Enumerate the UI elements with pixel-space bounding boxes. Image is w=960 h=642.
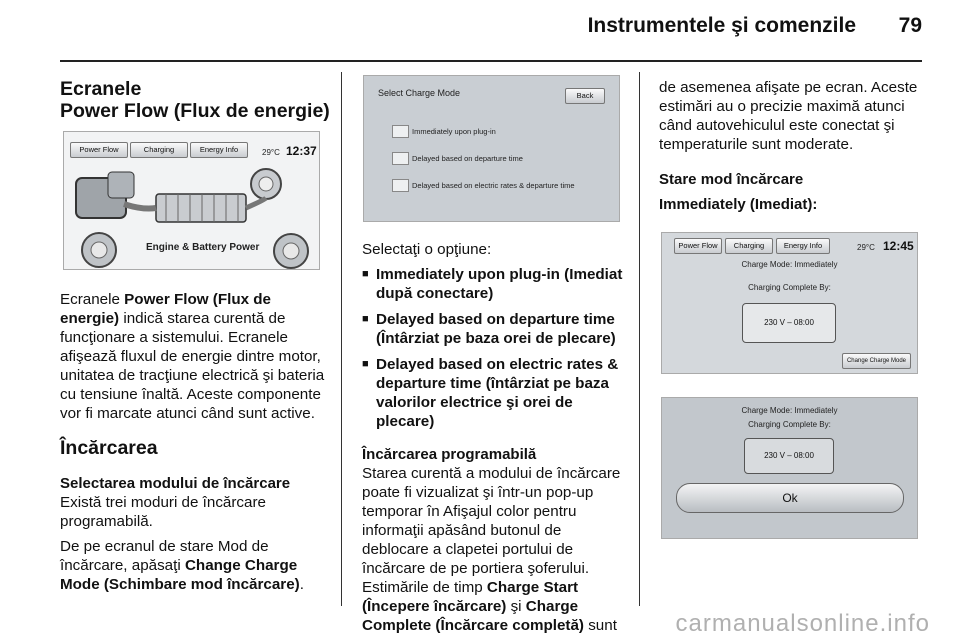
- watermark: carmanualsonline.info: [675, 610, 930, 637]
- charge-mode-status-heading: Stare mod încărcare: [659, 171, 804, 188]
- power-flow-caption: Engine & Battery Power: [146, 242, 260, 253]
- change-charge-mode-button[interactable]: Change Charge Mode: [842, 353, 911, 369]
- charge-mode-text: Charge Mode: Immediately: [741, 260, 838, 269]
- ok-button[interactable]: Ok: [676, 483, 904, 513]
- option-checkbox[interactable]: [392, 152, 409, 165]
- change-mode-paragraph: De pe ecranul de stare Mod de încărcare, apăsaţi Change Charge Mode (Schimbare mod încărcare).: [60, 538, 304, 593]
- programmable-charging-heading: Încărcarea programabilă: [362, 446, 537, 463]
- select-charge-mode-heading: Selectarea modului de încărcare: [60, 475, 291, 492]
- popup-charge-value: 230 V – 08:00: [744, 438, 834, 474]
- column-divider-2: [639, 72, 640, 606]
- charge-mode-list: [362, 265, 630, 431]
- back-button[interactable]: Back: [565, 88, 605, 104]
- header-rule: [60, 60, 922, 62]
- charging-complete-by-label: Charging Complete By:: [748, 283, 831, 292]
- option-delayed-rates[interactable]: Delayed based on electric rates & departure time: [412, 181, 575, 190]
- select-charge-mode-screen: [363, 75, 620, 222]
- charge-complete-value: 230 V – 08:00: [742, 303, 836, 343]
- tab-charging[interactable]: Charging: [725, 238, 773, 254]
- option-delayed-departure[interactable]: Delayed based on departure time: [412, 154, 523, 163]
- temperature: 29°C: [857, 243, 875, 252]
- section-title: Ecranele: [60, 78, 142, 100]
- power-flow-paragraph: Ecranele Power Flow (Flux de energie) indică starea curentă de funcţionare a sistemului. Ecranele afişează fluxul de energie dintre motor, unitatea de tracţiune electrică şi bateria cu tensiune înaltă. Aceste componente vor fi marcate atunci când sunt active.: [60, 291, 325, 422]
- temperature: 29°C: [262, 148, 280, 157]
- charge-status-popup: [661, 397, 918, 539]
- clock: 12:37: [286, 144, 317, 158]
- estimates-paragraph: de asemenea afişate pe ecran. Aceste estimări au o precizie maximă atunci când autovehiculul este conectat şi temperaturile sunt moderate.: [659, 79, 918, 153]
- immediately-heading: Immediately (Imediat):: [659, 196, 818, 213]
- option-checkbox[interactable]: [392, 179, 409, 192]
- column-3-body: [659, 78, 929, 214]
- popup-complete-by-label: Charging Complete By:: [748, 420, 831, 429]
- tab-energy-info[interactable]: Energy Info: [190, 142, 248, 158]
- list-item: ■ Delayed based on electric rates & departure time (întârziat pe baza valorilor electrice şi orei de plecare): [362, 355, 630, 431]
- column-1-body: [60, 290, 332, 594]
- list-item: ■ Delayed based on departure time (Întârziat pe baza orei de plecare): [362, 310, 630, 348]
- option-immediately[interactable]: Immediately upon plug-in: [412, 127, 496, 136]
- programmable-charging-paragraph: Starea curentă a modului de încărcare poate fi vizualizat şi într-un pop-up temporar în Afişajul color pentru informaţii apăsând butonul de deblocare a clapetei portului de încărcare de pe portiera şoferului. Estimările de timp Charge Start (Începere încărcare) şi Charge Complete (Încărcare completă) sunt: [362, 465, 621, 634]
- charging-section-title: Încărcarea: [60, 437, 158, 459]
- vehicle-powertrain-illustration: [64, 164, 319, 269]
- tab-power-flow[interactable]: Power Flow: [70, 142, 128, 158]
- power-flow-screen: [63, 131, 320, 270]
- running-header-title: Instrumentele şi comenzile: [587, 14, 856, 37]
- popup-charge-mode-text: Charge Mode: Immediately: [741, 406, 838, 415]
- tab-energy-info[interactable]: Energy Info: [776, 238, 830, 254]
- select-screen-title: Select Charge Mode: [378, 88, 461, 98]
- column-divider-1: [341, 72, 342, 606]
- charge-status-screen: [661, 232, 918, 374]
- tab-power-flow[interactable]: Power Flow: [674, 238, 722, 254]
- page-number: 79: [898, 14, 922, 37]
- list-item: ■ Immediately upon plug-in (Imediat după conectare): [362, 265, 630, 303]
- subsection-title: Power Flow (Flux de energie): [60, 100, 330, 122]
- option-checkbox[interactable]: [392, 125, 409, 138]
- tab-charging[interactable]: Charging: [130, 142, 188, 158]
- clock: 12:45: [883, 239, 914, 253]
- column-1: [60, 78, 332, 122]
- charge-modes-paragraph: Există trei moduri de încărcare programabilă.: [60, 494, 266, 530]
- column-2-body: [362, 240, 630, 635]
- select-option-intro: Selectaţi o opţiune:: [362, 241, 492, 258]
